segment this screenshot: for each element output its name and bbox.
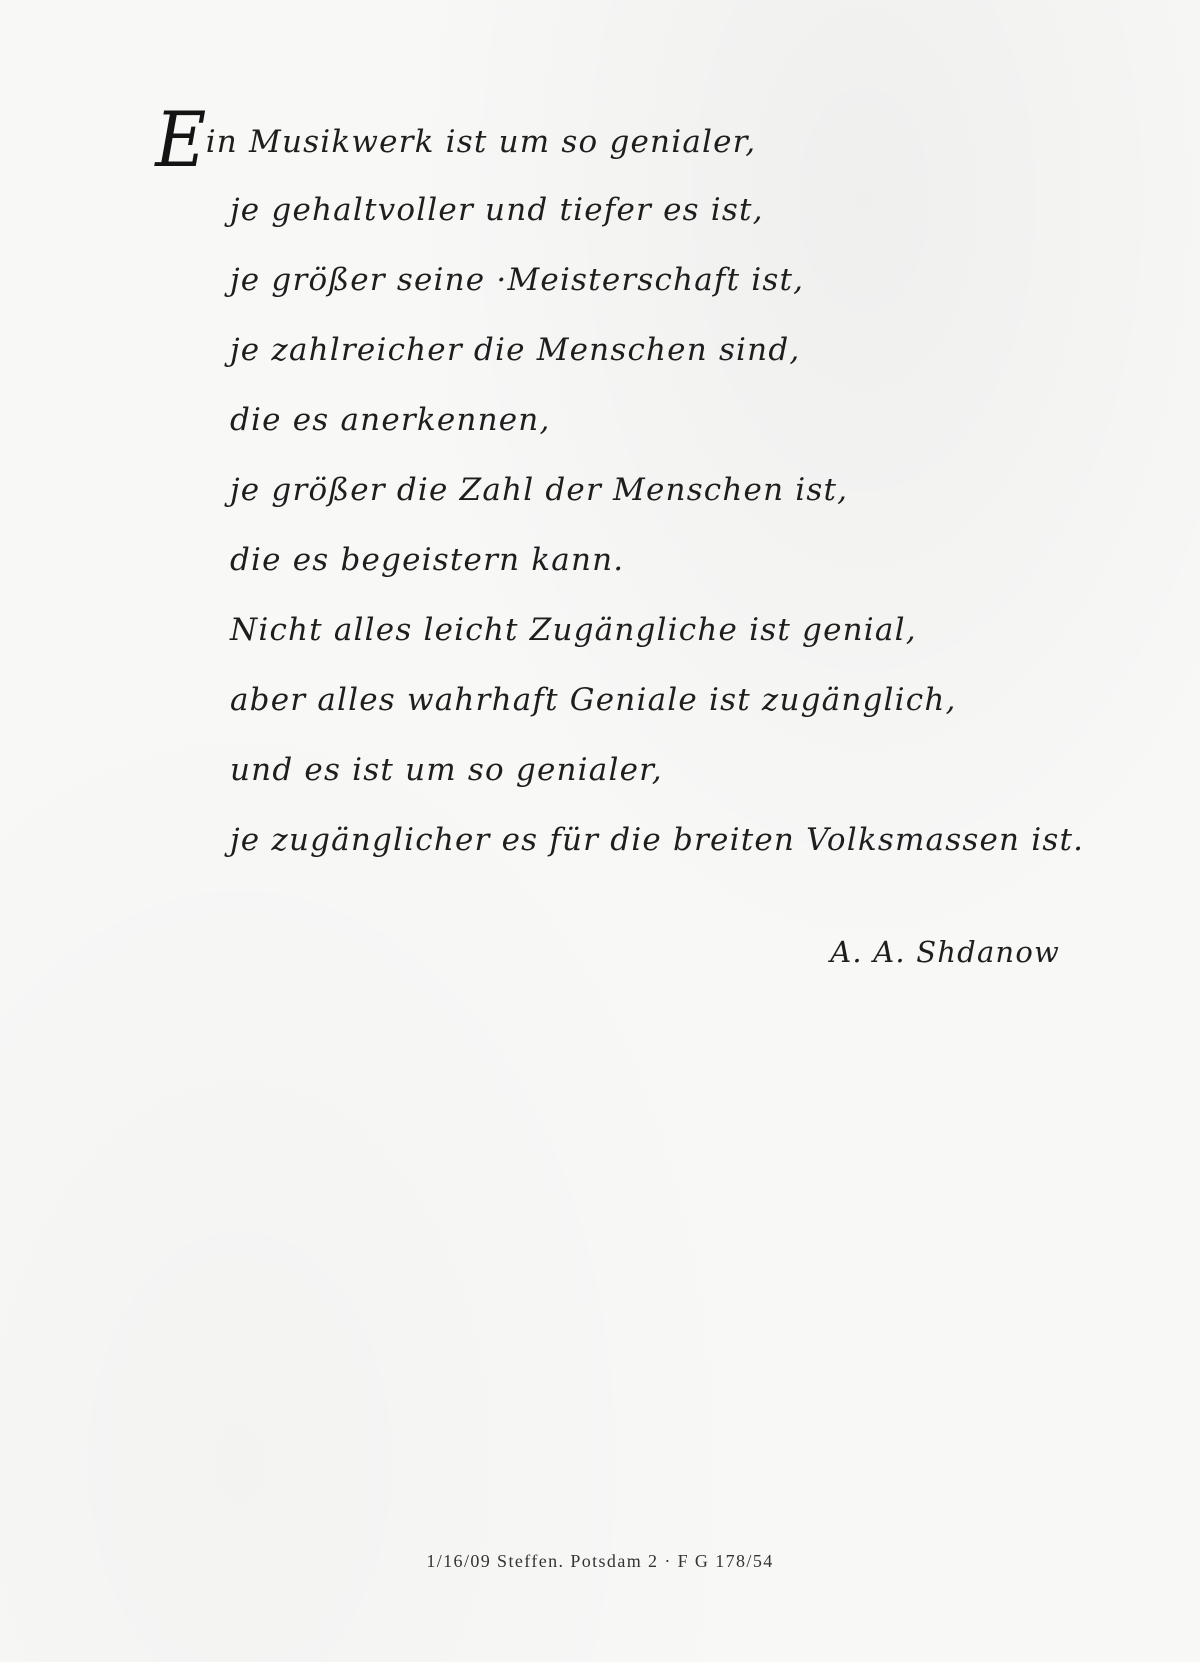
printer-imprint: 1/16/09 Steffen. Potsdam 2 · F G 178/54	[426, 1551, 774, 1571]
poem-line-1-text: in Musikwerk ist um so genialer,	[205, 124, 757, 160]
poem-line-8: Nicht alles leicht Zugängliche ist genial,	[230, 612, 917, 648]
poem-line-6: je größer die Zahl der Menschen ist,	[230, 472, 849, 508]
poem-line-2: je gehaltvoller und tiefer es ist,	[230, 192, 764, 228]
author-signature: A. A. Shdanow	[830, 935, 1060, 969]
poem-line-9: aber alles wahrhaft Geniale ist zugänglich,	[230, 682, 957, 718]
poem-line-5: die es anerkennen,	[230, 402, 551, 438]
poem-line-11: je zugänglicher es für die breiten Volksmassen ist.	[230, 822, 1085, 858]
poem-line-7: die es begeistern kann.	[230, 542, 625, 578]
decorative-initial: E	[155, 95, 208, 184]
poem-line-4: je zahlreicher die Menschen sind,	[230, 332, 801, 368]
poem-line-3: je größer seine ·Meisterschaft ist,	[230, 262, 805, 298]
poem-line-1	[153, 95, 757, 184]
poem-line-10: und es ist um so genialer,	[230, 752, 663, 788]
